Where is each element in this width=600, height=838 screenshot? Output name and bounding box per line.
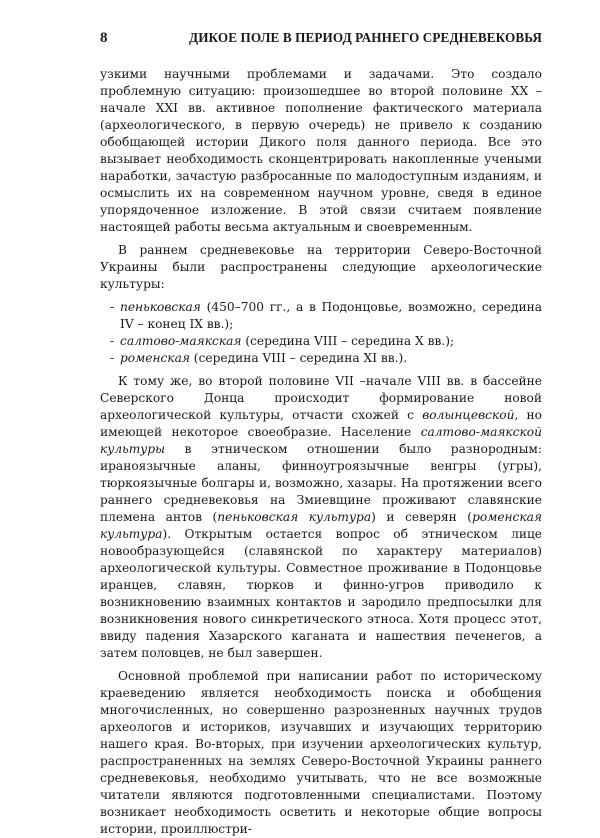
culture-name: пеньковская bbox=[120, 300, 201, 314]
italic-term: волынцевской bbox=[422, 408, 515, 422]
paragraph-4: Основной проблемой при написании работ по историческому краеведению является необходимость поиска и обобщения многочисленных, но совершенно разрозненных научных трудов археологов и историков, изучавших и изучающих территорию нашего края. Во-вторых, при изучении археологических культур, распространенных на землях Северо-Восточной Украины раннего средневековья, необходимо учитывать, что не все возможные читатели являются подготовленными специалистами. Поэтому возникает необходимость осветить и некоторые общие вопросы истории, проиллюстри- bbox=[100, 669, 542, 836]
culture-details: (середина VIII – середина X вв.); bbox=[241, 334, 455, 348]
page-number: 8 bbox=[100, 30, 108, 46]
italic-term: салтово-маякской культуры bbox=[100, 425, 542, 456]
list-dash: - bbox=[110, 334, 115, 348]
list-dash: - bbox=[110, 300, 115, 314]
text-span: К тому же, во второй половине VII –начале VIII вв. в бассейне Северского Донца происходит формирование новой археологической культуры, отчасти схожей с bbox=[100, 374, 542, 422]
text-span: в этническом отношении было разнородным: ираноязычные аланы, финноугроязычные венгры (угры), тюркоязычные болгары и, возможно, хазары. На протяжении всего раннего средневековья на Змиевщине проживают славянские племена антов ( bbox=[100, 442, 542, 524]
list-item bbox=[100, 333, 542, 350]
paragraph-3 bbox=[100, 373, 542, 662]
list-item bbox=[100, 350, 542, 367]
text-span: ). Открытым остается вопрос об этническом лице новообразующейся (славянской по характеру материалов) археологической культуры. Совместное проживание в Подонцовье иранцев, славян, тюрков и финно-угров приводило к возникновению взаимных контактов и зародило предпосылки для возникновения нового синкретического этноса. Хотя процесс этот, ввиду падения Хазарского каганата и нашествия печенегов, а затем половцев, не был завершен. bbox=[100, 527, 542, 660]
culture-details: (середина VIII – середина XI вв.). bbox=[189, 351, 408, 365]
culture-name: роменская bbox=[120, 351, 190, 365]
culture-name: салтово-маякская bbox=[120, 334, 242, 348]
body-text bbox=[100, 66, 542, 838]
culture-details: (450–700 гг., а в Подонцовье, возможно, середина IV – конец IX вв.); bbox=[120, 300, 542, 331]
running-head: ДИКОЕ ПОЛЕ В ПЕРИОД РАННЕГО СРЕДНЕВЕКОВЬЯ bbox=[189, 30, 542, 45]
italic-term: пеньковская культура bbox=[217, 510, 372, 524]
page-header bbox=[100, 30, 542, 52]
cultures-list bbox=[100, 299, 542, 367]
text-span: ) и северян ( bbox=[371, 510, 473, 524]
list-dash: - bbox=[110, 351, 115, 365]
list-item bbox=[100, 299, 542, 333]
text-span: , но имеющей некоторое своеобразие. Население bbox=[100, 408, 542, 439]
italic-term: роменская культура bbox=[100, 510, 543, 541]
paragraph-2: В раннем средневековье на территории Северо-Восточной Украины были распространены следующие археологические культуры: bbox=[100, 243, 542, 291]
paragraph-1: узкими научными проблемами и задачами. Это создало проблемную ситуацию: произошедшее во второй половине XX – начале XXI вв. активное пополнение фактического материала (археологического, в первую очередь) не привело к созданию обобщающей истории Дикого поля данного периода. Все это вызывает необходимость сконцентрировать накопленные учеными наработки, зачастую разбросанные по малодоступным изданиям, и осмыслить их на современном научном уровне, сведя в единое упорядоченное изложение. В этой связи считаем появление настоящей работы весьма актуальным и своевременным. bbox=[100, 67, 542, 234]
